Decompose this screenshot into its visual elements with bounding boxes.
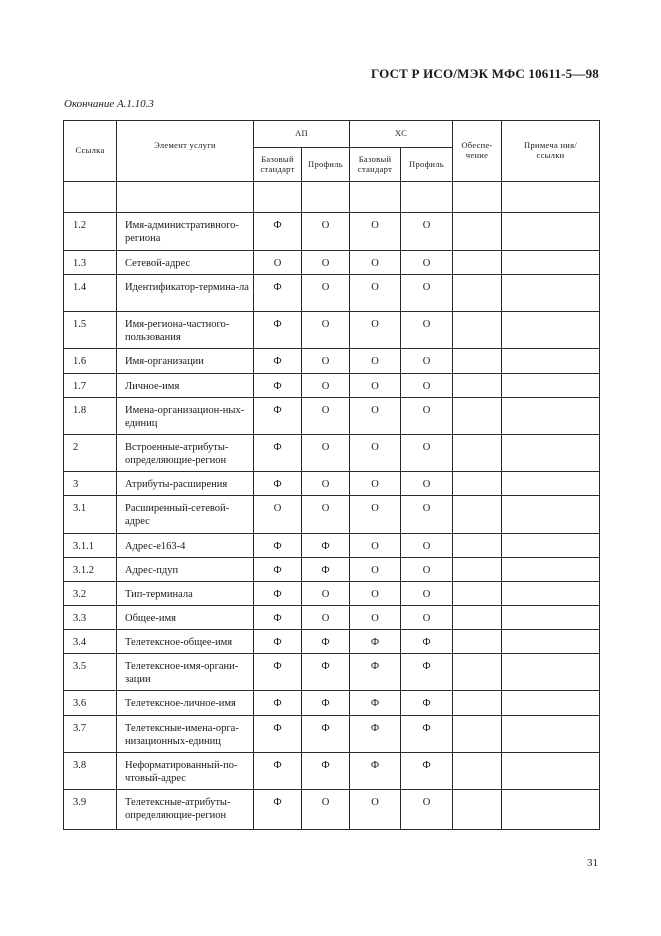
cell-element: Телетексные-имена-орга-низационных-единиц bbox=[117, 715, 254, 752]
cell-ap-profile: Ф bbox=[302, 654, 350, 691]
cell-support bbox=[453, 312, 502, 349]
cell-notes bbox=[502, 373, 600, 397]
header-ap-profile: Профиль bbox=[302, 148, 350, 182]
cell-element: Телетексное-общее-имя bbox=[117, 630, 254, 654]
cell-xs-profile: О bbox=[401, 790, 453, 830]
cell-element: Тип-терминала bbox=[117, 581, 254, 605]
cell-ref: 2 bbox=[64, 434, 117, 471]
table-row bbox=[64, 213, 600, 251]
cell-ap-base: Ф bbox=[254, 275, 302, 312]
cell-support bbox=[453, 496, 502, 533]
cell-xs-base: Ф bbox=[350, 691, 401, 715]
cell-support bbox=[453, 630, 502, 654]
cell-ap-base: О bbox=[254, 251, 302, 275]
table-row bbox=[64, 630, 600, 654]
cell-xs-profile: О bbox=[401, 472, 453, 496]
table-row bbox=[64, 434, 600, 471]
cell-ap-profile: Ф bbox=[302, 557, 350, 581]
cell-xs-base: О bbox=[350, 397, 401, 434]
cell-xs-base: О bbox=[350, 373, 401, 397]
cell-support bbox=[453, 349, 502, 373]
cell-xs-profile: Ф bbox=[401, 752, 453, 789]
cell-notes bbox=[502, 312, 600, 349]
cell-element: Имя-региона-частного-пользования bbox=[117, 312, 254, 349]
table-caption: Окончание А.1.10.3 bbox=[64, 98, 154, 110]
cell-ref: 1.5 bbox=[64, 312, 117, 349]
cell-ap-profile: Ф bbox=[302, 715, 350, 752]
cell-xs-profile: Ф bbox=[401, 630, 453, 654]
spacer-row bbox=[64, 182, 600, 213]
cell-ap-base: Ф bbox=[254, 533, 302, 557]
cell-ap-profile: О bbox=[302, 496, 350, 533]
cell-xs-base: О bbox=[350, 349, 401, 373]
cell-ap-profile: О bbox=[302, 790, 350, 830]
cell-notes bbox=[502, 472, 600, 496]
cell-xs-profile: О bbox=[401, 373, 453, 397]
cell-ref: 1.8 bbox=[64, 397, 117, 434]
cell-element: Сетевой-адрес bbox=[117, 251, 254, 275]
table-row bbox=[64, 557, 600, 581]
cell-ap-profile: О bbox=[302, 275, 350, 312]
cell-ap-base: Ф bbox=[254, 581, 302, 605]
cell-ap-base: Ф bbox=[254, 349, 302, 373]
header-ref: Ссылка bbox=[64, 121, 117, 182]
cell-element: Расширенный-сетевой-адрес bbox=[117, 496, 254, 533]
cell-ref: 3.5 bbox=[64, 654, 117, 691]
cell-element: Имена-организацион-ных-единиц bbox=[117, 397, 254, 434]
cell-support bbox=[453, 715, 502, 752]
cell-ap-base: Ф bbox=[254, 373, 302, 397]
cell-ap-profile: О bbox=[302, 397, 350, 434]
cell-ref: 1.3 bbox=[64, 251, 117, 275]
specification-table bbox=[63, 120, 600, 830]
cell-notes bbox=[502, 654, 600, 691]
table-row bbox=[64, 312, 600, 349]
cell-xs-profile: О bbox=[401, 605, 453, 629]
cell-notes bbox=[502, 605, 600, 629]
cell-ap-profile: О bbox=[302, 581, 350, 605]
cell-support bbox=[453, 275, 502, 312]
header-ap: АП bbox=[254, 121, 350, 148]
cell-support bbox=[453, 581, 502, 605]
cell-ap-base: Ф bbox=[254, 691, 302, 715]
cell-ref: 1.7 bbox=[64, 373, 117, 397]
cell-ap-base: Ф bbox=[254, 630, 302, 654]
table-row bbox=[64, 691, 600, 715]
cell-xs-profile: О bbox=[401, 581, 453, 605]
cell-support bbox=[453, 434, 502, 471]
cell-notes bbox=[502, 581, 600, 605]
cell-element: Имя-административного-региона bbox=[117, 213, 254, 251]
cell-xs-base: О bbox=[350, 557, 401, 581]
cell-support bbox=[453, 752, 502, 789]
cell-ref: 1.4 bbox=[64, 275, 117, 312]
cell-element: Идентификатор-термина-ла bbox=[117, 275, 254, 312]
cell-xs-base: Ф bbox=[350, 715, 401, 752]
cell-ap-profile: Ф bbox=[302, 752, 350, 789]
cell-ap-base: Ф bbox=[254, 472, 302, 496]
cell-support bbox=[453, 251, 502, 275]
cell-notes bbox=[502, 790, 600, 830]
cell-element: Телетексные-атрибуты-определяющие-регион bbox=[117, 790, 254, 830]
cell-support bbox=[453, 691, 502, 715]
cell-ap-profile: О bbox=[302, 434, 350, 471]
cell-xs-profile: О bbox=[401, 213, 453, 251]
cell-xs-base: О bbox=[350, 251, 401, 275]
cell-notes bbox=[502, 496, 600, 533]
table-row bbox=[64, 654, 600, 691]
cell-ap-base: Ф bbox=[254, 752, 302, 789]
table-row bbox=[64, 581, 600, 605]
cell-xs-profile: Ф bbox=[401, 654, 453, 691]
table-row bbox=[64, 251, 600, 275]
cell-support bbox=[453, 397, 502, 434]
cell-element: Встроенные-атрибуты-определяющие-регион bbox=[117, 434, 254, 471]
cell-xs-base: Ф bbox=[350, 752, 401, 789]
table-row bbox=[64, 605, 600, 629]
cell-xs-profile: О bbox=[401, 275, 453, 312]
cell-support bbox=[453, 533, 502, 557]
cell-ap-base: Ф bbox=[254, 654, 302, 691]
cell-xs-base: О bbox=[350, 275, 401, 312]
cell-ap-base: Ф bbox=[254, 557, 302, 581]
cell-xs-profile: Ф bbox=[401, 715, 453, 752]
header-xs-base: Базовый стандарт bbox=[350, 148, 401, 182]
cell-support bbox=[453, 213, 502, 251]
cell-element: Личное-имя bbox=[117, 373, 254, 397]
cell-ref: 3.8 bbox=[64, 752, 117, 789]
cell-support bbox=[453, 605, 502, 629]
table-row bbox=[64, 496, 600, 533]
cell-ref: 1.2 bbox=[64, 213, 117, 251]
cell-ap-base: Ф bbox=[254, 397, 302, 434]
cell-ref: 3.1.1 bbox=[64, 533, 117, 557]
cell-support bbox=[453, 557, 502, 581]
cell-notes bbox=[502, 397, 600, 434]
table-row bbox=[64, 397, 600, 434]
table-row bbox=[64, 533, 600, 557]
header-xs: ХС bbox=[350, 121, 453, 148]
cell-xs-base: О bbox=[350, 581, 401, 605]
cell-ap-profile: О bbox=[302, 312, 350, 349]
cell-ref: 3.3 bbox=[64, 605, 117, 629]
cell-ref: 1.6 bbox=[64, 349, 117, 373]
cell-notes bbox=[502, 630, 600, 654]
cell-xs-base: О bbox=[350, 213, 401, 251]
cell-xs-base: О bbox=[350, 533, 401, 557]
cell-ap-profile: О bbox=[302, 349, 350, 373]
cell-element: Телетексное-личное-имя bbox=[117, 691, 254, 715]
cell-notes bbox=[502, 349, 600, 373]
header-support: Обеспе- чение bbox=[453, 121, 502, 182]
cell-notes bbox=[502, 752, 600, 789]
cell-support bbox=[453, 790, 502, 830]
cell-ref: 3.9 bbox=[64, 790, 117, 830]
cell-ref: 3.2 bbox=[64, 581, 117, 605]
cell-ap-profile: О bbox=[302, 472, 350, 496]
cell-element: Общее-имя bbox=[117, 605, 254, 629]
cell-ref: 3.1.2 bbox=[64, 557, 117, 581]
cell-element: Телетексное-имя-органи-зации bbox=[117, 654, 254, 691]
cell-xs-profile: О bbox=[401, 312, 453, 349]
cell-xs-profile: О bbox=[401, 557, 453, 581]
page-number: 31 bbox=[587, 857, 598, 869]
header-xs-profile: Профиль bbox=[401, 148, 453, 182]
table-row bbox=[64, 790, 600, 830]
cell-ap-base: Ф bbox=[254, 605, 302, 629]
cell-element: Адрес-пдуп bbox=[117, 557, 254, 581]
cell-xs-base: О bbox=[350, 790, 401, 830]
cell-ref: 3.6 bbox=[64, 691, 117, 715]
cell-ref: 3.7 bbox=[64, 715, 117, 752]
cell-xs-profile: О bbox=[401, 434, 453, 471]
table-body bbox=[64, 182, 600, 830]
cell-ap-profile: Ф bbox=[302, 691, 350, 715]
cell-notes bbox=[502, 533, 600, 557]
cell-element: Неформатированный-по-чтовый-адрес bbox=[117, 752, 254, 789]
cell-ap-base: Ф bbox=[254, 434, 302, 471]
cell-ap-base: Ф bbox=[254, 790, 302, 830]
cell-ap-profile: О bbox=[302, 213, 350, 251]
cell-ap-base: О bbox=[254, 496, 302, 533]
cell-element: Имя-организации bbox=[117, 349, 254, 373]
cell-xs-profile: О bbox=[401, 397, 453, 434]
cell-xs-base: Ф bbox=[350, 654, 401, 691]
cell-xs-profile: Ф bbox=[401, 691, 453, 715]
cell-ref: 3 bbox=[64, 472, 117, 496]
document-header: ГОСТ Р ИСО/МЭК МФС 10611-5—98 bbox=[370, 66, 599, 81]
cell-xs-profile: О bbox=[401, 251, 453, 275]
cell-notes bbox=[502, 251, 600, 275]
cell-ap-profile: О bbox=[302, 605, 350, 629]
cell-xs-base: О bbox=[350, 496, 401, 533]
cell-ap-base: Ф bbox=[254, 715, 302, 752]
cell-support bbox=[453, 373, 502, 397]
header-notes: Примеча ния/ссылки bbox=[502, 121, 600, 182]
cell-ap-base: Ф bbox=[254, 213, 302, 251]
cell-xs-base: Ф bbox=[350, 630, 401, 654]
cell-xs-profile: О bbox=[401, 496, 453, 533]
cell-notes bbox=[502, 691, 600, 715]
table-row bbox=[64, 349, 600, 373]
cell-xs-base: О bbox=[350, 605, 401, 629]
table-row bbox=[64, 715, 600, 752]
cell-xs-base: О bbox=[350, 434, 401, 471]
cell-element: Адрес-е163-4 bbox=[117, 533, 254, 557]
cell-notes bbox=[502, 275, 600, 312]
cell-notes bbox=[502, 434, 600, 471]
cell-xs-base: О bbox=[350, 472, 401, 496]
cell-element: Атрибуты-расширения bbox=[117, 472, 254, 496]
table-row bbox=[64, 373, 600, 397]
cell-xs-base: О bbox=[350, 312, 401, 349]
cell-notes bbox=[502, 213, 600, 251]
cell-ap-profile: Ф bbox=[302, 630, 350, 654]
cell-notes bbox=[502, 715, 600, 752]
cell-xs-profile: О bbox=[401, 349, 453, 373]
table-row bbox=[64, 752, 600, 789]
table-row bbox=[64, 275, 600, 312]
cell-ap-profile: О bbox=[302, 373, 350, 397]
header-element: Элемент услуги bbox=[117, 121, 254, 182]
cell-support bbox=[453, 654, 502, 691]
cell-ap-profile: Ф bbox=[302, 533, 350, 557]
table-row bbox=[64, 472, 600, 496]
cell-notes bbox=[502, 557, 600, 581]
cell-ref: 3.1 bbox=[64, 496, 117, 533]
cell-ap-base: Ф bbox=[254, 312, 302, 349]
cell-ap-profile: О bbox=[302, 251, 350, 275]
cell-ref: 3.4 bbox=[64, 630, 117, 654]
cell-xs-profile: О bbox=[401, 533, 453, 557]
header-ap-base: Базовый стандарт bbox=[254, 148, 302, 182]
cell-support bbox=[453, 472, 502, 496]
